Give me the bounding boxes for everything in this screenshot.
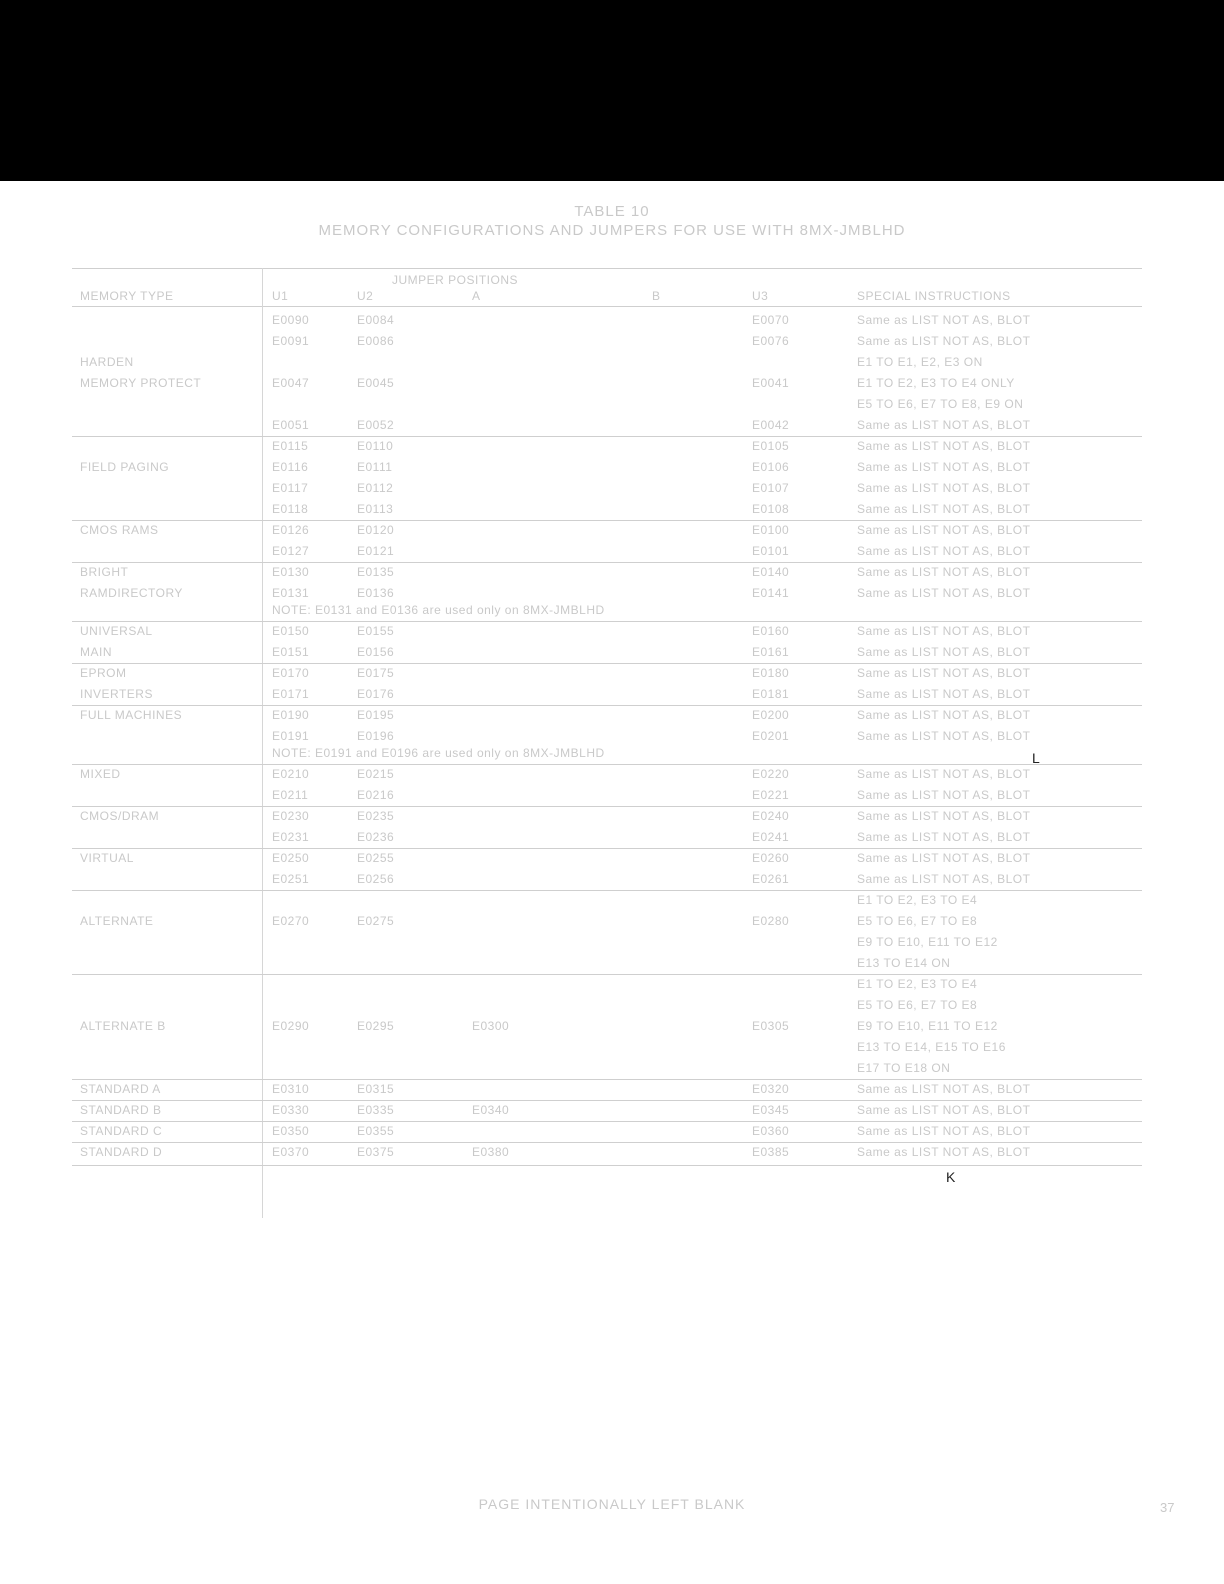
- table-cell-type: EPROM: [80, 666, 127, 680]
- table-cell-u2: E0084: [357, 313, 395, 327]
- table-cell-u1: E0270: [272, 914, 310, 928]
- table-cell-note: E9 TO E10, E11 TO E12: [857, 935, 998, 949]
- table-cell-u1: E0090: [272, 313, 310, 327]
- table-cell-note: Same as LIST NOT AS, BLOT: [857, 544, 1031, 558]
- table-cell-u2: E0175: [357, 666, 395, 680]
- table-cell-u1: E0170: [272, 666, 310, 680]
- table-cell-u1: E0127: [272, 544, 310, 558]
- table-cell-u2: E0045: [357, 376, 395, 390]
- table-cell-note: Same as LIST NOT AS, BLOT: [857, 1103, 1031, 1117]
- table-cell-type: CMOS RAMS: [80, 523, 159, 537]
- table-cell-note: E13 TO E14, E15 TO E16: [857, 1040, 1006, 1054]
- table-cell-u2: E0136: [357, 586, 395, 600]
- inline-note: NOTE: E0191 and E0196 are used only on 8MX-JMBLHD: [272, 746, 605, 760]
- table-cell-u3: E0107: [752, 481, 790, 495]
- table-cell-u1: E0117: [272, 481, 309, 495]
- table-cell-u3: E0108: [752, 502, 790, 516]
- table-cell-u2: E0121: [357, 544, 395, 558]
- table-subtitle: MEMORY CONFIGURATIONS AND JUMPERS FOR USE WITH 8MX-JMBLHD: [318, 222, 906, 239]
- table-cell-u3: E0141: [752, 586, 790, 600]
- table-cell-u1: E0130: [272, 565, 310, 579]
- table-cell-u1: E0115: [272, 439, 309, 453]
- table-cell-u3: E0385: [752, 1145, 790, 1159]
- table-cell-u3: E0201: [752, 729, 790, 743]
- table-cell-a: E0380: [472, 1145, 510, 1159]
- table-cell-note: Same as LIST NOT AS, BLOT: [857, 418, 1031, 432]
- table-cell-type: INVERTERS: [80, 687, 153, 701]
- row-divider: [72, 705, 1142, 706]
- table-cell-u1: E0251: [272, 872, 310, 886]
- table-cell-u3: E0305: [752, 1019, 790, 1033]
- table-cell-u3: E0240: [752, 809, 790, 823]
- black-header-band: [0, 0, 1224, 181]
- table-cell-u2: E0216: [357, 788, 395, 802]
- table-cell-u1: E0250: [272, 851, 310, 865]
- row-divider: [72, 621, 1142, 622]
- column-divider: [262, 268, 263, 1218]
- table-cell-u2: E0275: [357, 914, 395, 928]
- row-divider: [72, 1142, 1142, 1143]
- column-header: SPECIAL INSTRUCTIONS: [857, 289, 1011, 303]
- table-cell-u2: E0156: [357, 645, 395, 659]
- table-cell-type: VIRTUAL: [80, 851, 134, 865]
- table-cell-u2: E0255: [357, 851, 395, 865]
- table-cell-u3: E0100: [752, 523, 790, 537]
- table-cell-note: Same as LIST NOT AS, BLOT: [857, 565, 1031, 579]
- table-cell-u1: E0171: [272, 687, 310, 701]
- table-cell-u1: E0151: [272, 645, 310, 659]
- table-cell-type: STANDARD D: [80, 1145, 163, 1159]
- table-cell-u3: E0105: [752, 439, 790, 453]
- table-cell-note: Same as LIST NOT AS, BLOT: [857, 624, 1031, 638]
- row-divider: [72, 520, 1142, 521]
- table-cell-type: STANDARD A: [80, 1082, 161, 1096]
- table-cell-u1: E0051: [272, 418, 310, 432]
- table-cell-u3: E0241: [752, 830, 790, 844]
- marker-label: K: [946, 1169, 956, 1185]
- table-cell-u1: E0370: [272, 1145, 310, 1159]
- table-cell-u3: E0140: [752, 565, 790, 579]
- table-cell-u3: E0345: [752, 1103, 790, 1117]
- table-cell-u2: E0113: [357, 502, 394, 516]
- table-cell-type: ALTERNATE B: [80, 1019, 166, 1033]
- table-cell-u1: E0131: [272, 586, 310, 600]
- table-cell-u2: E0315: [357, 1082, 395, 1096]
- table-cell-u3: E0261: [752, 872, 790, 886]
- row-divider: [72, 562, 1142, 563]
- table-cell-u2: E0111: [357, 460, 393, 474]
- column-header: MEMORY TYPE: [80, 289, 174, 303]
- table-cell-note: E1 TO E1, E2, E3 ON: [857, 355, 983, 369]
- row-divider: [72, 436, 1142, 437]
- table-cell-u3: E0106: [752, 460, 790, 474]
- table-cell-note: Same as LIST NOT AS, BLOT: [857, 460, 1031, 474]
- table-rule: [72, 268, 1142, 269]
- table-cell-u3: E0360: [752, 1124, 790, 1138]
- table-cell-type: STANDARD B: [80, 1103, 162, 1117]
- table-cell-u3: E0181: [752, 687, 790, 701]
- table-cell-u3: E0076: [752, 334, 790, 348]
- table-cell-note: Same as LIST NOT AS, BLOT: [857, 729, 1031, 743]
- table-cell-type: ALTERNATE: [80, 914, 154, 928]
- table-cell-u2: E0120: [357, 523, 395, 537]
- table-cell-u3: E0320: [752, 1082, 790, 1096]
- row-divider: [72, 806, 1142, 807]
- table-cell-u2: E0176: [357, 687, 395, 701]
- table-cell-u3: E0070: [752, 313, 790, 327]
- table-cell-note: E1 TO E2, E3 TO E4: [857, 893, 978, 907]
- table-cell-note: Same as LIST NOT AS, BLOT: [857, 313, 1031, 327]
- table-cell-u2: E0195: [357, 708, 395, 722]
- table-cell-u3: E0260: [752, 851, 790, 865]
- table-cell-type: CMOS/DRAM: [80, 809, 160, 823]
- column-header: U3: [752, 289, 769, 303]
- table-cell-note: Same as LIST NOT AS, BLOT: [857, 586, 1031, 600]
- table-cell-u1: E0047: [272, 376, 310, 390]
- table-cell-u3: E0280: [752, 914, 790, 928]
- table-cell-u2: E0236: [357, 830, 395, 844]
- table-cell-u1: E0231: [272, 830, 310, 844]
- table-cell-note: Same as LIST NOT AS, BLOT: [857, 481, 1031, 495]
- table-cell-u3: E0200: [752, 708, 790, 722]
- table-cell-u1: E0191: [272, 729, 310, 743]
- table-cell-note: E5 TO E6, E7 TO E8, E9 ON: [857, 397, 1024, 411]
- table-cell-u1: E0290: [272, 1019, 310, 1033]
- row-divider: [72, 974, 1142, 975]
- table-cell-note: Same as LIST NOT AS, BLOT: [857, 1124, 1031, 1138]
- table-cell-u1: E0091: [272, 334, 310, 348]
- table-cell-note: Same as LIST NOT AS, BLOT: [857, 502, 1031, 516]
- table-cell-note: Same as LIST NOT AS, BLOT: [857, 830, 1031, 844]
- table-cell-note: Same as LIST NOT AS, BLOT: [857, 851, 1031, 865]
- table-cell-u3: E0160: [752, 624, 790, 638]
- table-cell-u3: E0180: [752, 666, 790, 680]
- row-divider: [72, 1121, 1142, 1122]
- table-cell-note: Same as LIST NOT AS, BLOT: [857, 687, 1031, 701]
- table-cell-note: Same as LIST NOT AS, BLOT: [857, 1082, 1031, 1096]
- table-cell-note: E1 TO E2, E3 TO E4 ONLY: [857, 376, 1015, 390]
- table-rule: [72, 306, 1142, 307]
- table-cell-note: Same as LIST NOT AS, BLOT: [857, 872, 1031, 886]
- table-cell-u2: E0052: [357, 418, 395, 432]
- table-cell-u2: E0155: [357, 624, 395, 638]
- page-number: 37: [1160, 1500, 1175, 1515]
- table-cell-u2: E0110: [357, 439, 394, 453]
- table-cell-u2: E0112: [357, 481, 394, 495]
- table-cell-u1: E0190: [272, 708, 310, 722]
- table-cell-u1: E0210: [272, 767, 310, 781]
- table-cell-u3: E0220: [752, 767, 790, 781]
- table-cell-note: E13 TO E14 ON: [857, 956, 951, 970]
- table-cell-u2: E0086: [357, 334, 395, 348]
- table-cell-u1: E0116: [272, 460, 309, 474]
- table-cell-u2: E0355: [357, 1124, 395, 1138]
- table-cell-u2: E0135: [357, 565, 395, 579]
- inline-note: NOTE: E0131 and E0136 are used only on 8MX-JMBLHD: [272, 603, 605, 617]
- table-cell-u3: E0041: [752, 376, 790, 390]
- table-cell-type: UNIVERSAL: [80, 624, 153, 638]
- table-cell-u3: E0161: [752, 645, 790, 659]
- row-divider: [72, 890, 1142, 891]
- marker-label: L: [1032, 750, 1040, 766]
- table-cell-u2: E0256: [357, 872, 395, 886]
- column-header: U1: [272, 289, 289, 303]
- table-cell-u2: E0235: [357, 809, 395, 823]
- table-cell-a: E0340: [472, 1103, 510, 1117]
- table-cell-u1: E0126: [272, 523, 310, 537]
- table-cell-u1: E0150: [272, 624, 310, 638]
- header-group-label: JUMPER POSITIONS: [392, 273, 519, 287]
- memory-jumper-table: [72, 268, 1152, 1228]
- table-cell-note: Same as LIST NOT AS, BLOT: [857, 767, 1031, 781]
- table-cell-type: STANDARD C: [80, 1124, 163, 1138]
- table-cell-note: E1 TO E2, E3 TO E4: [857, 977, 978, 991]
- table-cell-note: Same as LIST NOT AS, BLOT: [857, 708, 1031, 722]
- table-cell-note: E5 TO E6, E7 TO E8: [857, 998, 978, 1012]
- table-cell-u1: E0211: [272, 788, 309, 802]
- table-cell-type: MIXED: [80, 767, 121, 781]
- table-cell-note: Same as LIST NOT AS, BLOT: [857, 809, 1031, 823]
- table-cell-type: MAIN: [80, 645, 112, 659]
- table-cell-note: Same as LIST NOT AS, BLOT: [857, 1145, 1031, 1159]
- table-cell-note: Same as LIST NOT AS, BLOT: [857, 523, 1031, 537]
- row-divider: [72, 1100, 1142, 1101]
- table-cell-u1: E0230: [272, 809, 310, 823]
- table-cell-type: MEMORY PROTECT: [80, 376, 202, 390]
- table-cell-note: E17 TO E18 ON: [857, 1061, 951, 1075]
- table-rule: [72, 1165, 1142, 1166]
- table-cell-note: E5 TO E6, E7 TO E8: [857, 914, 978, 928]
- table-cell-note: Same as LIST NOT AS, BLOT: [857, 645, 1031, 659]
- table-cell-type: RAMDIRECTORY: [80, 586, 183, 600]
- table-cell-note: Same as LIST NOT AS, BLOT: [857, 439, 1031, 453]
- table-title: TABLE 10: [574, 203, 650, 220]
- table-cell-note: Same as LIST NOT AS, BLOT: [857, 788, 1031, 802]
- row-divider: [72, 1079, 1142, 1080]
- column-header: U2: [357, 289, 374, 303]
- column-header: A: [472, 289, 481, 303]
- table-cell-u2: E0295: [357, 1019, 395, 1033]
- table-cell-u3: E0101: [752, 544, 790, 558]
- page-footer: PAGE INTENTIONALLY LEFT BLANK: [478, 1496, 746, 1512]
- table-cell-u2: E0375: [357, 1145, 395, 1159]
- row-divider: [72, 848, 1142, 849]
- table-cell-u2: E0335: [357, 1103, 395, 1117]
- row-divider: [72, 663, 1142, 664]
- table-cell-u3: E0042: [752, 418, 790, 432]
- table-cell-u2: E0196: [357, 729, 395, 743]
- table-cell-note: Same as LIST NOT AS, BLOT: [857, 666, 1031, 680]
- table-cell-u3: E0221: [752, 788, 790, 802]
- table-cell-type: FIELD PAGING: [80, 460, 170, 474]
- table-cell-type: FULL MACHINES: [80, 708, 183, 722]
- row-divider: [72, 764, 1142, 765]
- table-cell-u1: E0310: [272, 1082, 310, 1096]
- table-cell-u1: E0330: [272, 1103, 310, 1117]
- table-cell-note: E9 TO E10, E11 TO E12: [857, 1019, 998, 1033]
- table-cell-u2: E0215: [357, 767, 395, 781]
- table-cell-type: BRIGHT: [80, 565, 129, 579]
- table-cell-type: HARDEN: [80, 355, 134, 369]
- table-cell-note: Same as LIST NOT AS, BLOT: [857, 334, 1031, 348]
- table-cell-u1: E0118: [272, 502, 309, 516]
- table-cell-u1: E0350: [272, 1124, 310, 1138]
- table-cell-a: E0300: [472, 1019, 510, 1033]
- column-header: B: [652, 289, 661, 303]
